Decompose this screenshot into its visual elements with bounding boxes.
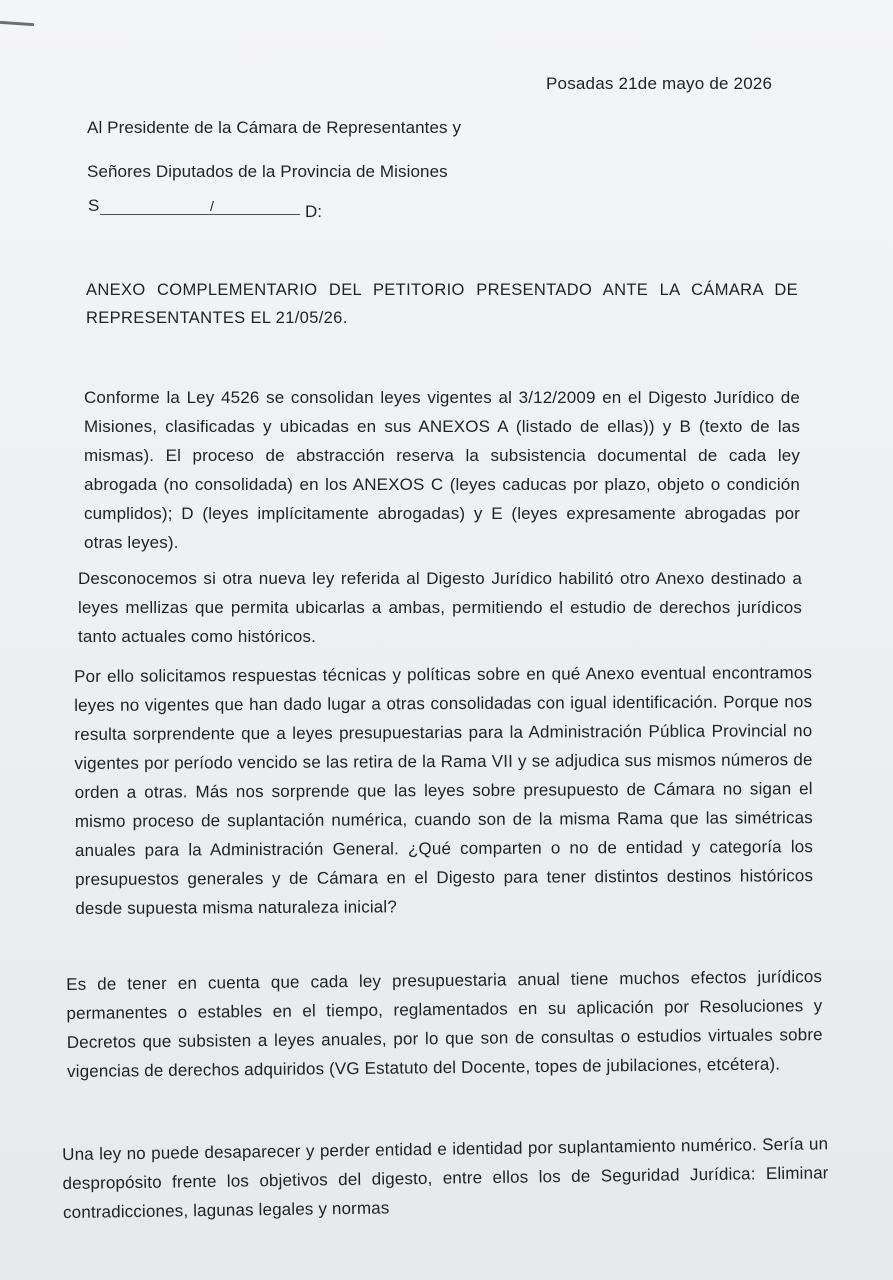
heading-line-1: ANEXO COMPLEMENTARIO DEL PETITORIO PRESENTADO ANTE LA CÁMARA DE [86,281,798,299]
heading-line-2: REPRESENTANTES EL 21/05/26. [86,309,348,327]
pen-mark [0,21,34,26]
salutation-d: D: [305,202,322,221]
paragraph-3: Por ello solicitamos respuestas técnicas y políticas sobre en qué Anexo eventual encontramos leyes no vigentes que han dado lugar a otras consolidadas con igual identificación. Porque nos resulta sorprendente que a leyes presupuestarias para la Administración Pública Provincial no vigentes por período vencido se las retira de la Rama VII y se adjudica sus mismos números de orden a otras. Más nos sorprende que las leyes sobre presupuesto de Cámara no sigan el mismo proceso de suplantación numérica, cuando son de la misma Rama que las simétricas anuales para la Administración General. ¿Qué comparten o no de entidad y categoría los presupuestos generales y de Cámara en el Digesto para tener distintos destinos históricos desde supuesta misma naturaleza inicial? [74,663,814,918]
paragraph-5: Una ley no puede desaparecer y perder entidad e identidad por suplantamiento numérico. Sería un despropósito frente los objetivos del digesto, entre ellos los de Seguridad Jurídica: Eliminar contradicciones, lagunas legales y normas [62,1134,829,1222]
document-date: Posadas 21de mayo de 2026 [546,74,773,93]
document-heading [86,276,798,332]
paragraph-2: Desconocemos si otra nueva ley referida al Digesto Jurídico habilitó otro Anexo destinado a leyes mellizas que permita ubicarlas a ambas, permitiendo el estudio de derechos jurídicos tanto actuales como históricos. [78,569,802,646]
paragraph-4: Es de tener en cuenta que cada ley presupuestaria anual tiene muchos efectos jurídicos permanentes o estables en el tiempo, reglamentados en su aplicación por Resoluciones y Decretos que subsisten a leyes anuales, por lo que son de consultas o estudios virtuales sobre vigencias de derechos adquiridos (VG Estatuto del Docente, topes de jubilaciones, etcétera). [66,967,823,1081]
salutation-s: S [88,196,100,215]
addressee-line-1: Al Presidente de la Cámara de Representantes y [87,118,462,137]
salutation-rule [100,214,300,215]
addressee-line-2: Señores Diputados de la Provincia de Misiones [87,162,448,181]
salutation-slash: / [210,198,214,214]
paragraph-1: Conforme la Ley 4526 se consolidan leyes vigentes al 3/12/2009 en el Digesto Jurídico de Misiones, clasificadas y ubicadas en sus ANEXOS A (listado de ellas)) y B (texto de las mismas). El proceso de abstracción reserva la subsistencia documental de cada ley abrogada (no consolidada) en los ANEXOS C (leyes caducas por plazo, objeto o condición cumplidos); D (leyes implícitamente abrogadas) y E (leyes expresamente abrogadas por otras leyes). [84,388,800,552]
salutation [88,196,328,220]
